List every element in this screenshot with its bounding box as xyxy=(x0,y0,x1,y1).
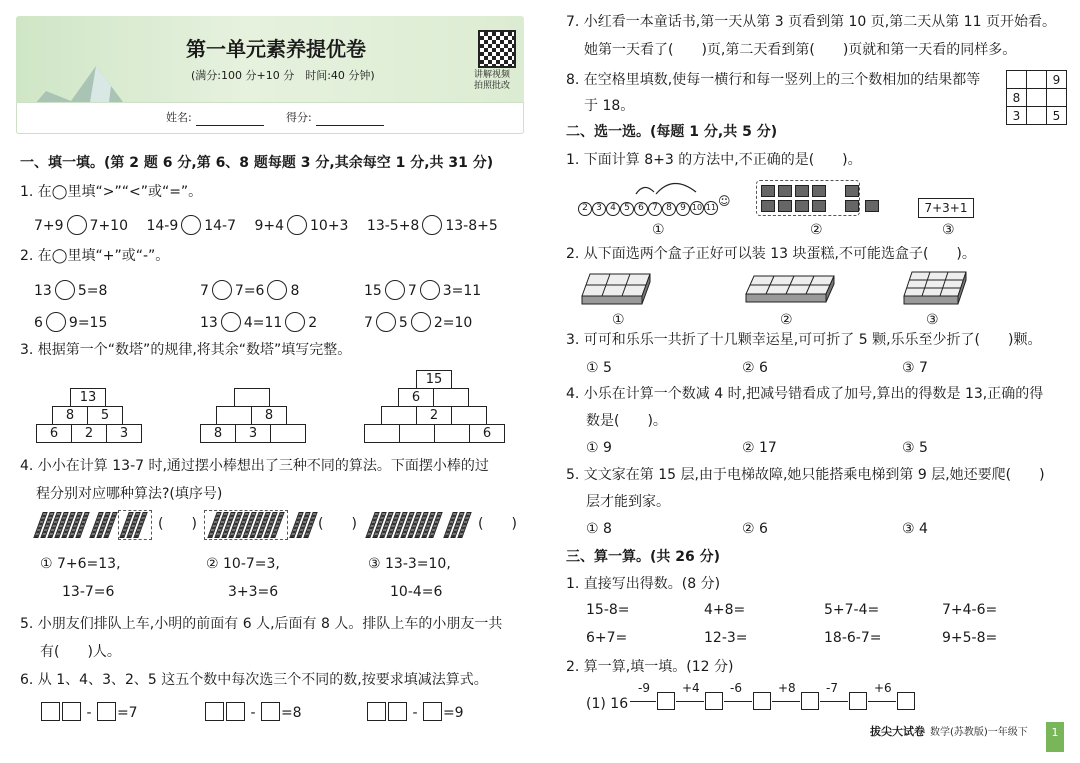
s2-q3-option-3[interactable]: ③ 7 xyxy=(902,360,928,376)
score-field[interactable] xyxy=(316,125,384,126)
answer-circle[interactable] xyxy=(181,215,201,235)
exam-subtitle: (满分:100 分+10 分 时间:40 分钟) xyxy=(191,69,375,82)
num: 2=10 xyxy=(433,315,473,331)
tower1-cell: 3 xyxy=(106,424,142,443)
num: 8 xyxy=(290,283,300,299)
qr-code-icon xyxy=(478,30,516,68)
num: 7 xyxy=(364,315,373,331)
answer-circle[interactable] xyxy=(422,215,442,235)
tower1-top: 13 xyxy=(70,388,106,407)
q2-item xyxy=(200,312,317,332)
answer-circle[interactable] xyxy=(385,280,405,300)
cubes-eight xyxy=(761,185,826,212)
section-1-title: 一、填一填。(第 2 题 6 分,第 6、8 题每题 3 分,其余每空 1 分,共 31 分) xyxy=(20,155,494,171)
tower2-cell: 8 xyxy=(200,424,236,443)
q4-option-2b: 3+3=6 xyxy=(228,584,279,600)
grid-cell: 8 xyxy=(1007,89,1027,107)
q2-item xyxy=(364,280,481,300)
s2-q1-label-2: ② xyxy=(810,222,823,238)
num-bead: 4 xyxy=(606,202,620,216)
calc-item: 5+7-4= xyxy=(824,602,880,618)
q7-line1: 7. 小红看一本童话书,第一天从第 3 页看到第 10 页,第二天从第 11 页开始看。 xyxy=(566,14,1056,30)
q4-title-line2: 程分别对应哪种算法?(填序号) xyxy=(36,486,223,502)
tower1-cell: 6 xyxy=(36,424,72,443)
q4-option-3a: ③ 13-3=10, xyxy=(368,556,451,572)
q8-line2: 于 18。 xyxy=(584,98,635,114)
num-bead: 9 xyxy=(676,202,690,216)
arrow-right-icon xyxy=(820,701,848,702)
q2-item xyxy=(34,312,107,332)
answer-box[interactable] xyxy=(897,692,915,710)
answer-circle[interactable] xyxy=(285,312,305,332)
q4-answer-1[interactable]: ( ) xyxy=(158,516,197,532)
answer-circle[interactable] xyxy=(287,215,307,235)
expr: 7+9 xyxy=(34,218,64,234)
q4-option-1b: 13-7=6 xyxy=(62,584,115,600)
grid-cell[interactable] xyxy=(1027,71,1047,89)
s2-q3-title: 3. 可可和乐乐一共折了十几颗幸运星,可可折了 5 颗,乐乐至少折了( )颗。 xyxy=(566,332,1042,348)
answer-circle[interactable] xyxy=(267,280,287,300)
tower1-cell: 8 xyxy=(52,406,88,425)
sticks-group-1 xyxy=(34,510,154,540)
chain-op: +4 xyxy=(682,681,700,695)
answer-box[interactable] xyxy=(801,692,819,710)
answer-box[interactable] xyxy=(62,702,81,721)
section-2-title: 二、选一选。(每题 1 分,共 5 分) xyxy=(566,124,778,140)
num-bead: 6 xyxy=(634,202,648,216)
s2-q1-title: 1. 下面计算 8+3 的方法中,不正确的是( )。 xyxy=(566,152,862,168)
num: 7 xyxy=(200,283,209,299)
section-3-title: 三、算一算。(共 26 分) xyxy=(566,549,721,565)
q4-option-3b: 10-4=6 xyxy=(390,584,443,600)
grid-cell: 9 xyxy=(1047,71,1067,89)
q2-title: 2. 在◯里填“+”或“-”。 xyxy=(20,248,170,264)
s2-q4-option-2[interactable]: ② 17 xyxy=(742,440,777,456)
sticks-group-2 xyxy=(204,510,314,540)
num: 5=8 xyxy=(77,283,108,299)
tower2-top[interactable] xyxy=(234,388,270,407)
calc-item: 9+5-8= xyxy=(942,630,998,646)
calc-item: 15-8= xyxy=(586,602,630,618)
tower3-top: 15 xyxy=(416,370,452,389)
chain-op: -7 xyxy=(826,681,838,695)
num: 9=15 xyxy=(68,315,108,331)
number-sequence xyxy=(578,194,731,216)
tower2-cell[interactable] xyxy=(270,424,306,443)
chain-op: -6 xyxy=(730,681,742,695)
calc-item: 12-3= xyxy=(704,630,748,646)
footer-book: 数学(苏教版)一年级下 xyxy=(930,727,1028,738)
tower3-cell: 6 xyxy=(398,388,434,407)
answer-circle[interactable] xyxy=(55,280,75,300)
arrow-right-icon xyxy=(772,701,800,702)
s2-q5-option-3[interactable]: ③ 4 xyxy=(902,521,928,537)
tower1-cell: 5 xyxy=(87,406,123,425)
page-number: 1 xyxy=(1046,722,1064,752)
arrow-right-icon xyxy=(868,701,896,702)
q6-equation-1: - =7 xyxy=(40,702,138,721)
s2-q2-label-1: ① xyxy=(612,312,625,328)
grid-cell: 3 xyxy=(1007,107,1027,125)
result: =7 xyxy=(116,705,138,721)
arrow-right-icon xyxy=(630,701,656,702)
expr: 13-5+8 xyxy=(366,218,420,234)
q6-equation-3: - =9 xyxy=(366,702,464,721)
answer-box[interactable] xyxy=(657,692,675,710)
num: 5 xyxy=(398,315,408,331)
answer-box[interactable] xyxy=(97,702,116,721)
cubes-group xyxy=(756,180,860,216)
num: 3=11 xyxy=(442,283,482,299)
q2-item xyxy=(364,312,472,332)
tower2-cell: 8 xyxy=(251,406,287,425)
s2-q5-option-2[interactable]: ② 6 xyxy=(742,521,768,537)
q4-answer-2[interactable]: ( ) xyxy=(318,516,357,532)
grid-cell: 5 xyxy=(1047,107,1067,125)
answer-circle[interactable] xyxy=(221,312,241,332)
num-bead: 3 xyxy=(592,202,606,216)
num: 2 xyxy=(308,315,318,331)
chain-op: +8 xyxy=(778,681,796,695)
q6-equation-2: - =8 xyxy=(204,702,302,721)
score-label: 得分: xyxy=(286,111,312,124)
sticks-group-3 xyxy=(366,510,476,540)
s2-q4-option-1[interactable]: ① 9 xyxy=(586,440,612,456)
num-bead: 5 xyxy=(620,202,634,216)
q4-option-2a: ② 10-7=3, xyxy=(206,556,280,572)
name-score-bar xyxy=(16,102,524,134)
s2-q3-option-2[interactable]: ② 6 xyxy=(742,360,768,376)
tower3-cell: 6 xyxy=(469,424,505,443)
calc-item: 4+8= xyxy=(704,602,746,618)
tower2-cell: 3 xyxy=(235,424,271,443)
s2-q1-label-3: ③ xyxy=(942,222,955,238)
num: 13 xyxy=(200,315,218,331)
answer-circle[interactable] xyxy=(46,312,66,332)
header-banner xyxy=(16,16,524,134)
expr: 14-7 xyxy=(204,218,237,234)
caterpillar-face-icon: ☺ xyxy=(718,194,731,208)
s2-q2-label-2: ② xyxy=(780,312,793,328)
expr: 13-8+5 xyxy=(445,218,498,234)
q5-line2: 有( )人。 xyxy=(40,644,121,660)
cake-box-1-icon xyxy=(578,270,658,308)
grid-cell[interactable] xyxy=(1027,107,1047,125)
tower3-cell[interactable] xyxy=(364,424,400,443)
s2-q1-label-1: ① xyxy=(652,222,665,238)
tower3-cell[interactable] xyxy=(434,424,470,443)
calc-item: 6+7= xyxy=(586,630,628,646)
answer-box[interactable] xyxy=(261,702,280,721)
calc-item: 7+4-6= xyxy=(942,602,998,618)
expr: 14-9 xyxy=(146,218,179,234)
q6-title: 6. 从 1、4、3、2、5 这五个数中每次选三个不同的数,按要求填减法算式。 xyxy=(20,672,488,688)
chain-op: -9 xyxy=(638,681,650,695)
answer-circle[interactable] xyxy=(376,312,396,332)
tower1-cell: 2 xyxy=(71,424,107,443)
expr: 9+4 xyxy=(254,218,285,234)
num: 15 xyxy=(364,283,382,299)
s2-q4-line2: 数是( )。 xyxy=(586,413,667,429)
answer-box[interactable] xyxy=(41,702,60,721)
q7-line2: 她第一天看了( )页,第二天看到第( )页就和第一天看的同样多。 xyxy=(584,42,1017,58)
num-bead: 11 xyxy=(704,201,718,215)
s2-q5-option-1[interactable]: ① 8 xyxy=(586,521,612,537)
qr-caption-grade: 拍照批改 xyxy=(474,81,511,91)
s2-q3-option-1[interactable]: ① 5 xyxy=(586,360,612,376)
arrow-right-icon xyxy=(676,701,704,702)
tower3-cell[interactable] xyxy=(451,406,487,425)
page-title: 第一单元素养提优卷 xyxy=(186,37,366,61)
s2-q4-option-3[interactable]: ③ 5 xyxy=(902,440,928,456)
q1-title: 1. 在◯里填“>”“<”或“=”。 xyxy=(20,184,203,200)
q4-option-1a: ① 7+6=13, xyxy=(40,556,121,572)
expr: 10+3 xyxy=(310,218,349,234)
answer-box[interactable] xyxy=(423,702,442,721)
cake-box-2-icon xyxy=(740,272,840,306)
s2-q4-line1: 4. 小乐在计算一个数减 4 时,把减号错看成了加号,算出的得数是 13,正确的得 xyxy=(566,386,1044,402)
answer-box[interactable] xyxy=(705,692,723,710)
magic-square-grid xyxy=(1006,70,1067,125)
num-bead: 8 xyxy=(662,202,676,216)
num-bead: 2 xyxy=(578,202,592,216)
name-field[interactable] xyxy=(196,125,264,126)
q5-line1: 5. 小朋友们排队上车,小明的前面有 6 人,后面有 8 人。排队上车的小朋友一共 xyxy=(20,616,503,632)
s2-q5-line1: 5. 文文家在第 15 层,由于电梯故障,她只能搭乘电梯到第 9 层,她还要爬( ) xyxy=(566,467,1045,483)
calc-chain xyxy=(626,682,926,716)
q2-item xyxy=(34,280,107,300)
num: 13 xyxy=(34,283,52,299)
arrow-right-icon xyxy=(724,701,752,702)
result: =8 xyxy=(280,705,302,721)
tower2-cell[interactable] xyxy=(216,406,252,425)
expr-box: 7+3+1 xyxy=(918,198,974,218)
answer-circle[interactable] xyxy=(212,280,232,300)
answer-circle[interactable] xyxy=(67,215,87,235)
grid-cell[interactable] xyxy=(1047,89,1067,107)
s2-q5-line2: 层才能到家。 xyxy=(586,494,670,510)
answer-box[interactable] xyxy=(849,692,867,710)
answer-circle[interactable] xyxy=(420,280,440,300)
answer-box[interactable] xyxy=(226,702,245,721)
num-bead: 7 xyxy=(648,202,662,216)
tower3-cell[interactable] xyxy=(399,424,435,443)
answer-box[interactable] xyxy=(753,692,771,710)
footer-brand: 拔尖大试卷 xyxy=(870,725,925,738)
q1-row xyxy=(34,215,498,235)
q3-title: 3. 根据第一个“数塔”的规律,将其余“数塔”填写完整。 xyxy=(20,342,352,358)
s2-q2-title: 2. 从下面选两个盒子正好可以装 13 块蛋糕,不可能选盒子( )。 xyxy=(566,246,976,262)
answer-box[interactable] xyxy=(388,702,407,721)
q2-item xyxy=(200,280,299,300)
num: 7 xyxy=(407,283,417,299)
q4-title-line1: 4. 小小在计算 13-7 时,通过摆小棒想出了三种不同的算法。下面摆小棒的过 xyxy=(20,458,489,474)
chain-op: +6 xyxy=(874,681,892,695)
answer-box[interactable] xyxy=(205,702,224,721)
tower3-cell: 2 xyxy=(416,406,452,425)
number-line-caterpillar xyxy=(578,178,748,218)
s3-q1-title: 1. 直接写出得数。(8 分) xyxy=(566,576,721,592)
answer-box[interactable] xyxy=(367,702,386,721)
tower3-cell[interactable] xyxy=(433,388,469,407)
s3-q2-title: 2. 算一算,填一填。(12 分) xyxy=(566,659,734,675)
answer-circle[interactable] xyxy=(411,312,431,332)
q4-answer-3[interactable]: ( ) xyxy=(478,516,517,532)
num: 7=6 xyxy=(234,283,265,299)
num-bead: 10 xyxy=(690,201,704,215)
chain-start: (1) 16 xyxy=(586,696,629,712)
grid-cell[interactable] xyxy=(1007,71,1027,89)
num: 4=11 xyxy=(243,315,283,331)
qr-caption-video: 讲解视频 xyxy=(474,70,511,80)
expr: 7+10 xyxy=(89,218,128,234)
tower3-cell[interactable] xyxy=(381,406,417,425)
num: 6 xyxy=(34,315,43,331)
name-label: 姓名: xyxy=(166,111,192,124)
cake-box-3-icon xyxy=(900,268,970,308)
q8-line1: 8. 在空格里填数,使每一横行和每一竖列上的三个数相加的结果都等 xyxy=(566,72,981,88)
result: =9 xyxy=(442,705,464,721)
grid-cell[interactable] xyxy=(1027,89,1047,107)
s2-q2-label-3: ③ xyxy=(926,312,939,328)
calc-item: 18-6-7= xyxy=(824,630,882,646)
